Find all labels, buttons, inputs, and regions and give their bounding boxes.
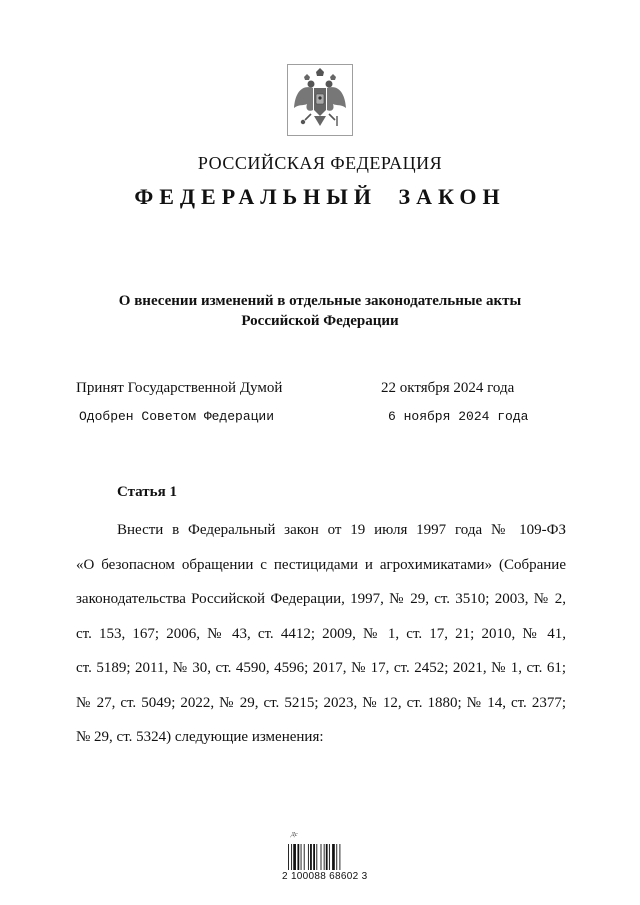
document-type: ФЕДЕРАЛЬНЫЙ ЗАКОН (134, 184, 506, 209)
article-line: № 29, ст. 5324) следующие изменения: (76, 729, 324, 745)
law-subject-line: Российской Федерации (241, 313, 399, 329)
article-line: № 27, ст. 5049; 2022, № 29, ст. 5215; 2023, № 12, ст. 1880; № 14, ст. 2377; (76, 694, 566, 711)
council-approval-date: 6 ноября 2024 года (388, 409, 529, 424)
article-line: ст. 153, 167; 2006, № 43, ст. 4412; 2009, № 1, ст. 17, 21; 2010, № 41, (76, 625, 566, 642)
article-line: Внести в Федеральный закон от 19 июля 1997 года № 109-ФЗ (117, 522, 566, 538)
country-name: РОССИЙСКАЯ ФЕДЕРАЦИЯ (197, 153, 443, 173)
article-line: законодательства Российской Федерации, 1997, № 29, ст. 3510; 2003, № 2, (76, 591, 566, 607)
barcode-number: 2 100088 68602 3 (282, 871, 368, 882)
coat-of-arms-icon (287, 64, 353, 136)
article-line: «О безопасном обращении с пестицидами и агрохимикатами» (Собрание (76, 556, 566, 573)
barcode-icon (287, 844, 357, 870)
article-line: ст. 5189; 2011, № 30, ст. 4590, 4596; 2017, № 17, ст. 2452; 2021, № 1, ст. 61; (76, 660, 566, 676)
council-approval-label: Одобрен Советом Федерации (79, 409, 275, 424)
article-title: Статья 1 (117, 484, 177, 500)
duma-adoption-label: Принят Государственной Думой (76, 380, 283, 396)
law-subject (0, 291, 640, 331)
registration-mark: Дс (291, 832, 298, 838)
duma-adoption-date: 22 октября 2024 года (381, 380, 515, 396)
article-body (76, 513, 566, 755)
law-subject-line: О внесении изменений в отдельные законодательные акты (118, 293, 522, 309)
